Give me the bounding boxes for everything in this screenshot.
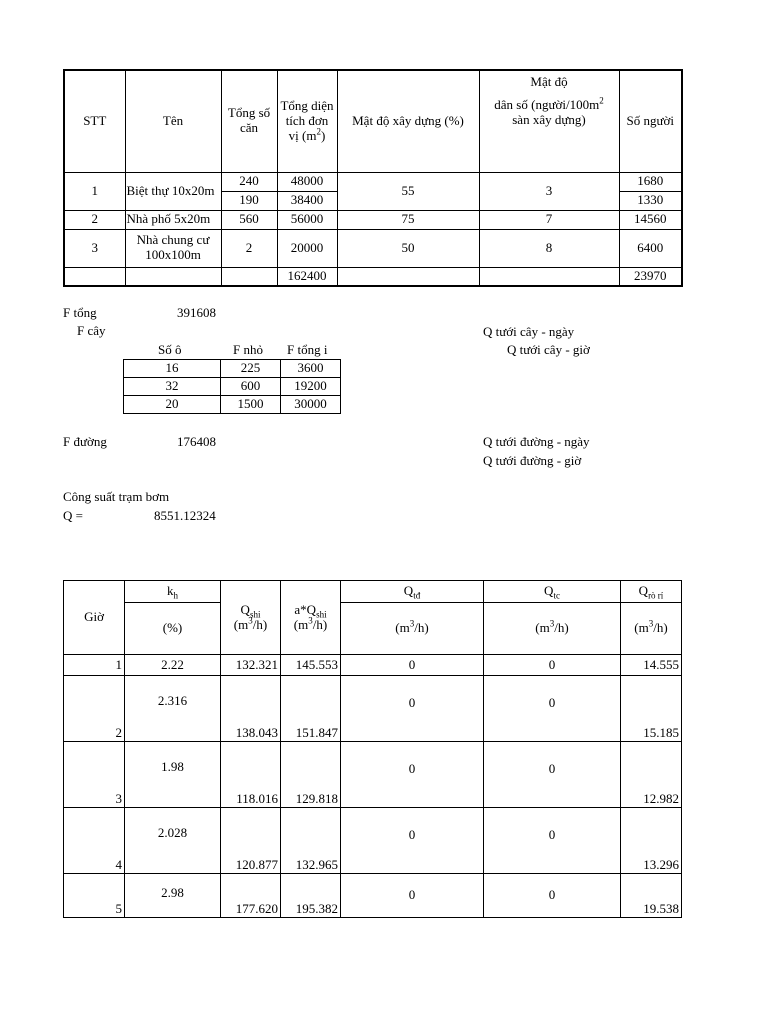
table-row: [124, 378, 341, 396]
cell-so-nguoi: 6400: [619, 229, 682, 267]
cell-mat-do-ds: 3: [479, 172, 619, 210]
cell-qtd: 0: [341, 676, 484, 742]
header-qtd-unit: [341, 603, 484, 655]
cell-aq: 132.965: [281, 808, 341, 874]
cell-qshi: 120.877: [221, 808, 281, 874]
header-mat-do-ds: [479, 70, 619, 172]
header-f-tong-i: F tổng i: [287, 342, 328, 357]
cell-gio: 4: [64, 808, 125, 874]
header-kh-sub: h: [173, 590, 178, 601]
header-mat-do-ds-sup: 2: [599, 95, 604, 106]
cell-qshi: 132.321: [221, 655, 281, 676]
header-tong-dien-tich-text: Tổng diện tích đơn vị (m: [280, 97, 334, 143]
header-kh-unit: (%): [125, 603, 221, 655]
header-qtd: [341, 581, 484, 603]
hourly-flow-table: [63, 580, 682, 918]
header-qtc-unit: [484, 603, 621, 655]
header-mat-do-ds-line2-wrap: [482, 95, 617, 113]
cell-f-nho: 600: [221, 378, 281, 396]
cell-f-tong-i: 3600: [281, 360, 341, 378]
cell-aq: 151.847: [281, 676, 341, 742]
header-kh: [125, 581, 221, 603]
header-kh-text: k: [167, 583, 174, 599]
cell-so-o: 16: [124, 360, 221, 378]
cell-so-o: 32: [124, 378, 221, 396]
unit-sup: 3: [648, 618, 654, 629]
cell-ten: Biệt thự 10x20m: [125, 172, 221, 210]
header-tong-dien-tich-close: ): [320, 127, 326, 143]
unit-pre: (m: [634, 620, 649, 636]
cell-aq: 195.382: [281, 874, 341, 918]
header-qrr-text: Q: [638, 583, 649, 599]
cell-qshi: 138.043: [221, 676, 281, 742]
table-row: [64, 874, 682, 918]
table-row: [64, 210, 682, 229]
table-row: [64, 172, 682, 191]
cell-qrr: 12.982: [621, 742, 682, 808]
cell-kh: 2.22: [125, 655, 221, 676]
cell-stt: 1: [64, 172, 125, 210]
q-tuoi-cay-gio: Q tưới cây - giờ: [507, 342, 590, 357]
cell-qrr: 19.538: [621, 874, 682, 918]
cell-qrr: 14.555: [621, 655, 682, 676]
cell-ten: Nhà phố 5x20m: [125, 210, 221, 229]
cell-can: 190: [221, 191, 277, 210]
cell-qtc: 0: [484, 874, 621, 918]
cell-qshi: 118.016: [221, 742, 281, 808]
total-so-nguoi: 23970: [619, 267, 682, 286]
cell-empty: [64, 267, 125, 286]
header-qtd-sub: tđ: [413, 590, 421, 601]
header-ten: Tên: [125, 70, 221, 172]
f-duong-label: F đường: [63, 434, 107, 449]
header-qtc-sub: tc: [553, 590, 560, 601]
header-mat-do-ds-line3: sàn xây dựng): [512, 111, 586, 127]
unit-post: /h): [312, 616, 328, 632]
total-row: [64, 267, 682, 286]
f-cay-label: F cây: [77, 323, 106, 338]
q-tuoi-cay-ngay: Q tưới cây - ngày: [483, 324, 575, 339]
f-tong-label: F tổng: [63, 305, 97, 320]
header-aq-text: a*Q: [294, 601, 317, 617]
cell-empty: [221, 267, 277, 286]
f-tong-value: 391608: [177, 305, 216, 320]
q-value: 8551.12324: [154, 508, 216, 523]
cell-mat-do-xd: 55: [337, 172, 479, 210]
cell-ten: Nhà chung cư 100x100m: [125, 229, 221, 267]
header-so-nguoi: Số người: [619, 70, 682, 172]
cell-mat-do-xd: 75: [337, 210, 479, 229]
header-mat-do-ds-line1: Mật độ: [530, 74, 568, 89]
header-tong-so-can: Tổng số căn: [221, 70, 277, 172]
table-row: [124, 396, 341, 414]
cell-f-nho: 225: [221, 360, 281, 378]
unit-pre: (m: [535, 620, 550, 636]
population-table: [63, 69, 683, 287]
header-mat-do-ds-line2: dân số (người/100m: [494, 96, 600, 112]
cell-can: 240: [221, 172, 277, 191]
q-label: Q =: [63, 508, 83, 523]
cell-can: 2: [221, 229, 277, 267]
unit-sup: 3: [549, 618, 555, 629]
cell-gio: 2: [64, 676, 125, 742]
unit-sup: 3: [248, 615, 253, 626]
cell-so-nguoi: 1680: [619, 172, 682, 191]
f-duong-value: 176408: [177, 434, 216, 449]
header-mat-do-xd: Mật độ xây dựng (%): [337, 70, 479, 172]
cell-empty: [479, 267, 619, 286]
cell-dien-tich: 38400: [277, 191, 337, 210]
unit-post: /h): [414, 620, 429, 636]
header-stt: STT: [64, 70, 125, 172]
header-f-nho: F nhỏ: [233, 342, 263, 357]
cell-qtd: 0: [341, 874, 484, 918]
cell-qtc: 0: [484, 655, 621, 676]
cell-so-o: 20: [124, 396, 221, 414]
table-row: [64, 808, 682, 874]
cell-stt: 2: [64, 210, 125, 229]
header-qshi-text: Q: [240, 601, 250, 617]
cell-mat-do-ds: 8: [479, 229, 619, 267]
unit-post: /h): [252, 616, 268, 632]
table-row: [64, 676, 682, 742]
table-row: [64, 229, 682, 267]
cell-f-tong-i: 30000: [281, 396, 341, 414]
cell-mat-do-xd: 50: [337, 229, 479, 267]
header-qrr-sub: rò rỉ: [648, 590, 664, 601]
header-qtc-text: Q: [544, 583, 554, 599]
total-dien-tich: 162400: [277, 267, 337, 286]
header-qtc: [484, 581, 621, 603]
cell-qtc: 0: [484, 676, 621, 742]
header-qtd-text: Q: [403, 583, 414, 599]
cell-can: 560: [221, 210, 277, 229]
header-row: [64, 603, 682, 655]
cell-qtc: 0: [484, 742, 621, 808]
cell-so-nguoi: 14560: [619, 210, 682, 229]
q-tuoi-duong-gio: Q tưới đường - giờ: [483, 453, 582, 468]
header-qshi-sub: shi: [249, 609, 261, 620]
tree-area-table: [123, 359, 341, 414]
unit-pre: (m: [293, 616, 309, 632]
table-row: [64, 655, 682, 676]
cell-empty: [125, 267, 221, 286]
cell-qtd: 0: [341, 655, 484, 676]
cell-gio: 1: [64, 655, 125, 676]
header-tong-dien-tich-sup: 2: [316, 126, 321, 137]
cell-f-tong-i: 19200: [281, 378, 341, 396]
header-qshi-unit: [223, 615, 278, 633]
cell-dien-tich: 20000: [277, 229, 337, 267]
unit-pre: (m: [233, 616, 249, 632]
header-tong-dien-tich: [277, 70, 337, 172]
header-so-o: Số ô: [158, 342, 182, 357]
unit-post: /h): [554, 620, 569, 636]
header-qshi: [221, 581, 281, 655]
cell-so-nguoi: 1330: [619, 191, 682, 210]
cell-dien-tich: 48000: [277, 172, 337, 191]
cell-qtc: 0: [484, 808, 621, 874]
cell-qrr: 13.296: [621, 808, 682, 874]
table-row: [124, 360, 341, 378]
cell-qshi: 177.620: [221, 874, 281, 918]
cell-aq: 145.553: [281, 655, 341, 676]
cell-gio: 5: [64, 874, 125, 918]
cell-kh: 2.028: [125, 808, 221, 874]
header-row: [64, 581, 682, 603]
header-aq: [281, 581, 341, 655]
unit-sup: 3: [308, 615, 313, 626]
q-tuoi-duong-ngay: Q tưới đường - ngày: [483, 434, 590, 449]
cell-gio: 3: [64, 742, 125, 808]
header-gio: Giờ: [64, 581, 125, 655]
header-aq-sub: shi: [316, 609, 327, 620]
cell-mat-do-ds: 7: [479, 210, 619, 229]
header-row: [64, 70, 682, 172]
cong-suat-label: Công suất trạm bơm: [63, 489, 170, 504]
header-qrr-unit: [621, 603, 682, 655]
cell-qrr: 15.185: [621, 676, 682, 742]
cell-kh: 1.98: [125, 742, 221, 808]
unit-post: /h): [653, 620, 668, 636]
unit-sup: 3: [409, 618, 415, 629]
cell-kh: 2.98: [125, 874, 221, 918]
header-aq-unit: [283, 615, 338, 633]
cell-qtd: 0: [341, 808, 484, 874]
cell-f-nho: 1500: [221, 396, 281, 414]
header-qrr: [621, 581, 682, 603]
cell-empty: [337, 267, 479, 286]
cell-qtd: 0: [341, 742, 484, 808]
cell-stt: 3: [64, 229, 125, 267]
table-row: [64, 742, 682, 808]
cell-kh: 2.316: [125, 676, 221, 742]
cell-dien-tich: 56000: [277, 210, 337, 229]
cell-aq: 129.818: [281, 742, 341, 808]
unit-pre: (m: [395, 620, 410, 636]
